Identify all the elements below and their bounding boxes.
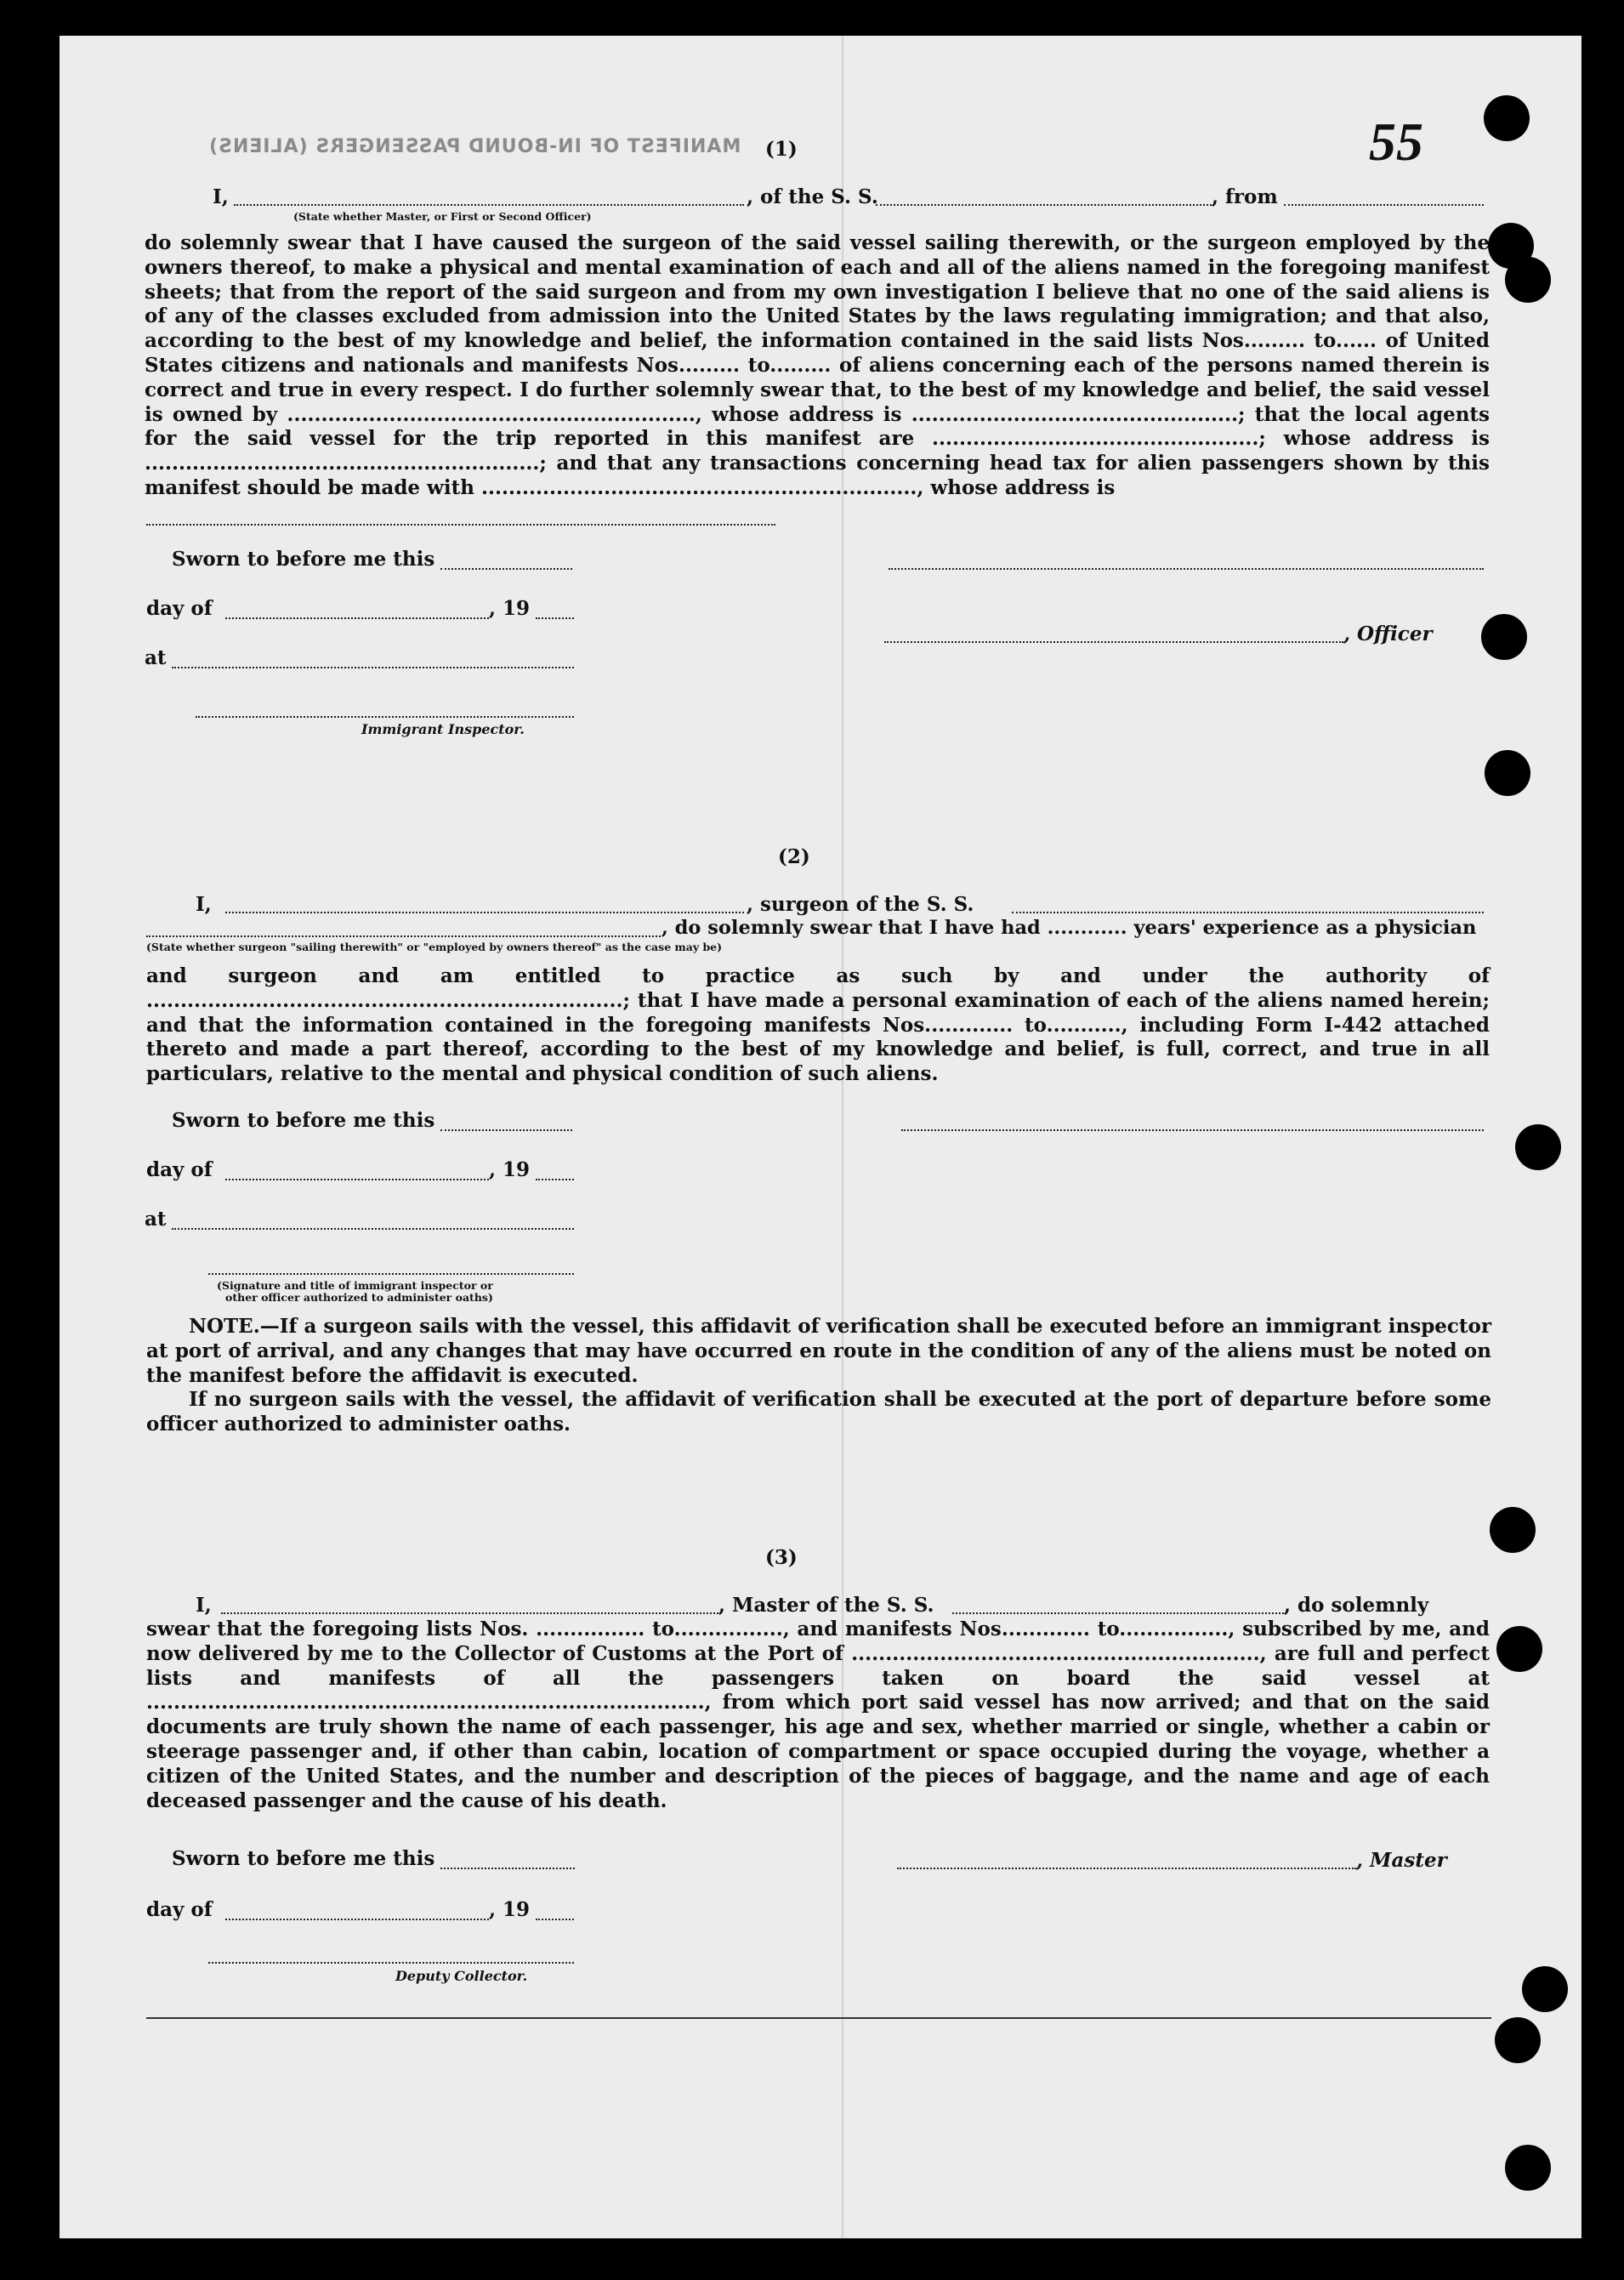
s3-i: I, xyxy=(196,1594,212,1617)
s3-deputy: Deputy Collector. xyxy=(395,1968,528,1984)
section-2-number: (2) xyxy=(778,845,810,868)
handwritten-page-number: 55 xyxy=(1369,111,1423,172)
punch-hole xyxy=(1522,1966,1568,2012)
s3-deputy-field xyxy=(208,1962,574,1964)
punch-hole xyxy=(1515,1124,1561,1170)
s1-vessel-field xyxy=(876,204,1212,206)
bottom-rule xyxy=(146,2017,1491,2019)
s3-master-of: , Master of the S. S. xyxy=(718,1594,934,1617)
s3-master-field xyxy=(897,1868,1356,1869)
s2-sworn: Sworn to before me this xyxy=(172,1109,435,1132)
s2-surgeon-of: , surgeon of the S. S. xyxy=(747,893,974,916)
s1-year: , 19 xyxy=(489,597,531,620)
s1-day-field xyxy=(225,617,489,619)
s1-officer: , Officer xyxy=(1343,623,1433,645)
s3-solemnly: , do solemnly xyxy=(1284,1594,1429,1617)
s3-master: , Master xyxy=(1356,1849,1447,1872)
s2-body: and surgeon and am entitled to practice as such by and under the authority of ......................................................................; that I have made a personal examination of each of the aliens named herein; and that the information contained in the foregoing manifests Nos............. to..........., including Form I-442 attached thereto and made a part thereof, according to the best of my knowledge and belief, is full, correct, and true in all particulars, relative to the mental and physical condition of such aliens. xyxy=(146,964,1490,1086)
s1-body: do solemnly swear that I have caused the surgeon of the said vessel sailing therewith, or the surgeon employed by the owners thereof, to make a physical and mental examination of each and all of the aliens named in the foregoing manifest sheets; that from the report of the said surgeon and from my own investigation I believe that no one of the said aliens is of any of the classes excluded from admission into the United States by the laws regulating immigration; and that also, according to the best of my knowledge and belief, the information contained in the said lists Nos......... to...... of United States citizens and nationals and manifests Nos......... to......... of aliens concerning each of the persons named therein is correct and true in every respect. I do further solemnly swear that, to the best of my knowledge and belief, the said vessel is owned by ............................................................, whose address is ................................................; that the local agents for the said vessel for the trip reported in this manifest are ................................................; whose address is ..........................................................; and that any transactions concerning head tax for alien passengers shown by this manifest should be made with ................................................................, whose address is xyxy=(145,231,1490,499)
s2-day-field xyxy=(225,1179,489,1180)
s3-sworn: Sworn to before me this xyxy=(172,1847,435,1870)
s1-sworn: Sworn to before me this xyxy=(172,548,435,571)
s1-blank-rule xyxy=(889,568,1484,570)
s3-name-field xyxy=(221,1612,718,1614)
punch-hole xyxy=(1484,95,1530,141)
s1-day-of: day of xyxy=(146,597,213,620)
s3-day-of: day of xyxy=(146,1898,213,1921)
s2-i: I, xyxy=(196,893,212,916)
s1-caption: (State whether Master, or First or Second Officer) xyxy=(293,210,592,223)
s3-vessel-field xyxy=(952,1612,1284,1614)
punch-hole xyxy=(1485,750,1530,796)
s3-year-field xyxy=(536,1919,574,1920)
section-3-number: (3) xyxy=(765,1546,798,1569)
s3-sworn-field xyxy=(440,1868,575,1869)
s2-swear-line: , do solemnly swear that I have had ............ years' experience as a physician xyxy=(662,917,1477,939)
punch-hole xyxy=(1490,1507,1536,1553)
s1-inspector: Immigrant Inspector. xyxy=(361,721,525,737)
s1-from: , from xyxy=(1212,185,1278,208)
faint-title: MANIFEST OF IN-BOUND PASSENGERS (ALIENS) xyxy=(208,136,741,157)
s2-at-field xyxy=(172,1228,574,1230)
s1-officer-field xyxy=(884,641,1343,643)
note-para-2: If no surgeon sails with the vessel, the affidavit of verification shall be executed at the port of departure before some officer authorized to administer oaths. xyxy=(146,1388,1491,1436)
s2-vessel-field xyxy=(1012,912,1484,913)
s2-year-field xyxy=(536,1179,574,1180)
s2-signature-field xyxy=(901,1129,1484,1131)
s2-name-field xyxy=(225,912,744,913)
s2-day-of: day of xyxy=(146,1158,213,1181)
s1-year-field xyxy=(536,617,574,619)
s1-inspector-field xyxy=(196,716,574,718)
s1-port-field xyxy=(1284,204,1484,206)
s2-signature-caption-1: (Signature and title of immigrant inspector or xyxy=(217,1279,493,1292)
section-1-number: (1) xyxy=(765,138,798,161)
s1-sworn-field xyxy=(440,568,572,570)
s2-inspector-field xyxy=(208,1273,574,1275)
punch-hole xyxy=(1505,2145,1551,2191)
s1-at: at xyxy=(145,646,167,669)
s2-signature-caption-2: other officer authorized to administer oaths) xyxy=(225,1291,493,1304)
s2-sworn-field xyxy=(440,1129,572,1131)
note-block xyxy=(146,1315,1491,1437)
s1-address-field xyxy=(146,524,775,526)
punch-hole xyxy=(1495,2017,1541,2063)
s1-name-field xyxy=(234,204,744,206)
s3-day-field xyxy=(225,1919,489,1920)
s3-body: swear that the foregoing lists Nos. ................ to................, and manifests Nos............. to................, subscribed by me, and now delivered by me to the Collector of Customs at the Port of ............................................................, are full and perfect lists and manifests of all the passengers taken on board the said vessel at .................................................................................., from which port said vessel has now arrived; and that on the said documents are truly shown the name of each passenger, his age and sex, whether married or single, whether a cabin or steerage passenger and, if other than cabin, location of compartment or space occupied during the voyage, whether a citizen of the United States, and the number and description of the pieces of baggage, and the name and age of each deceased passenger and the cause of his death. xyxy=(146,1618,1490,1812)
s2-sailing-field xyxy=(146,935,661,937)
s3-year: , 19 xyxy=(489,1898,531,1921)
punch-hole xyxy=(1496,1626,1542,1672)
s1-at-field xyxy=(172,667,574,668)
s2-caption: (State whether surgeon "sailing therewith" or "employed by owners thereof" as the case may be) xyxy=(146,941,723,953)
s2-year: , 19 xyxy=(489,1158,531,1181)
document-page xyxy=(60,36,1581,2238)
s1-i: I, xyxy=(213,185,229,208)
punch-hole xyxy=(1505,257,1551,303)
s1-of-ss: , of the S. S. xyxy=(747,185,878,208)
punch-hole xyxy=(1481,614,1527,660)
s2-at: at xyxy=(145,1208,167,1231)
note-para-1: NOTE.—If a surgeon sails with the vessel, this affidavit of verification shall be executed before an immigrant inspector at port of arrival, and any changes that may have occurred en route in the condition of any of the aliens must be noted on the manifest before the affidavit is executed. xyxy=(146,1315,1491,1387)
